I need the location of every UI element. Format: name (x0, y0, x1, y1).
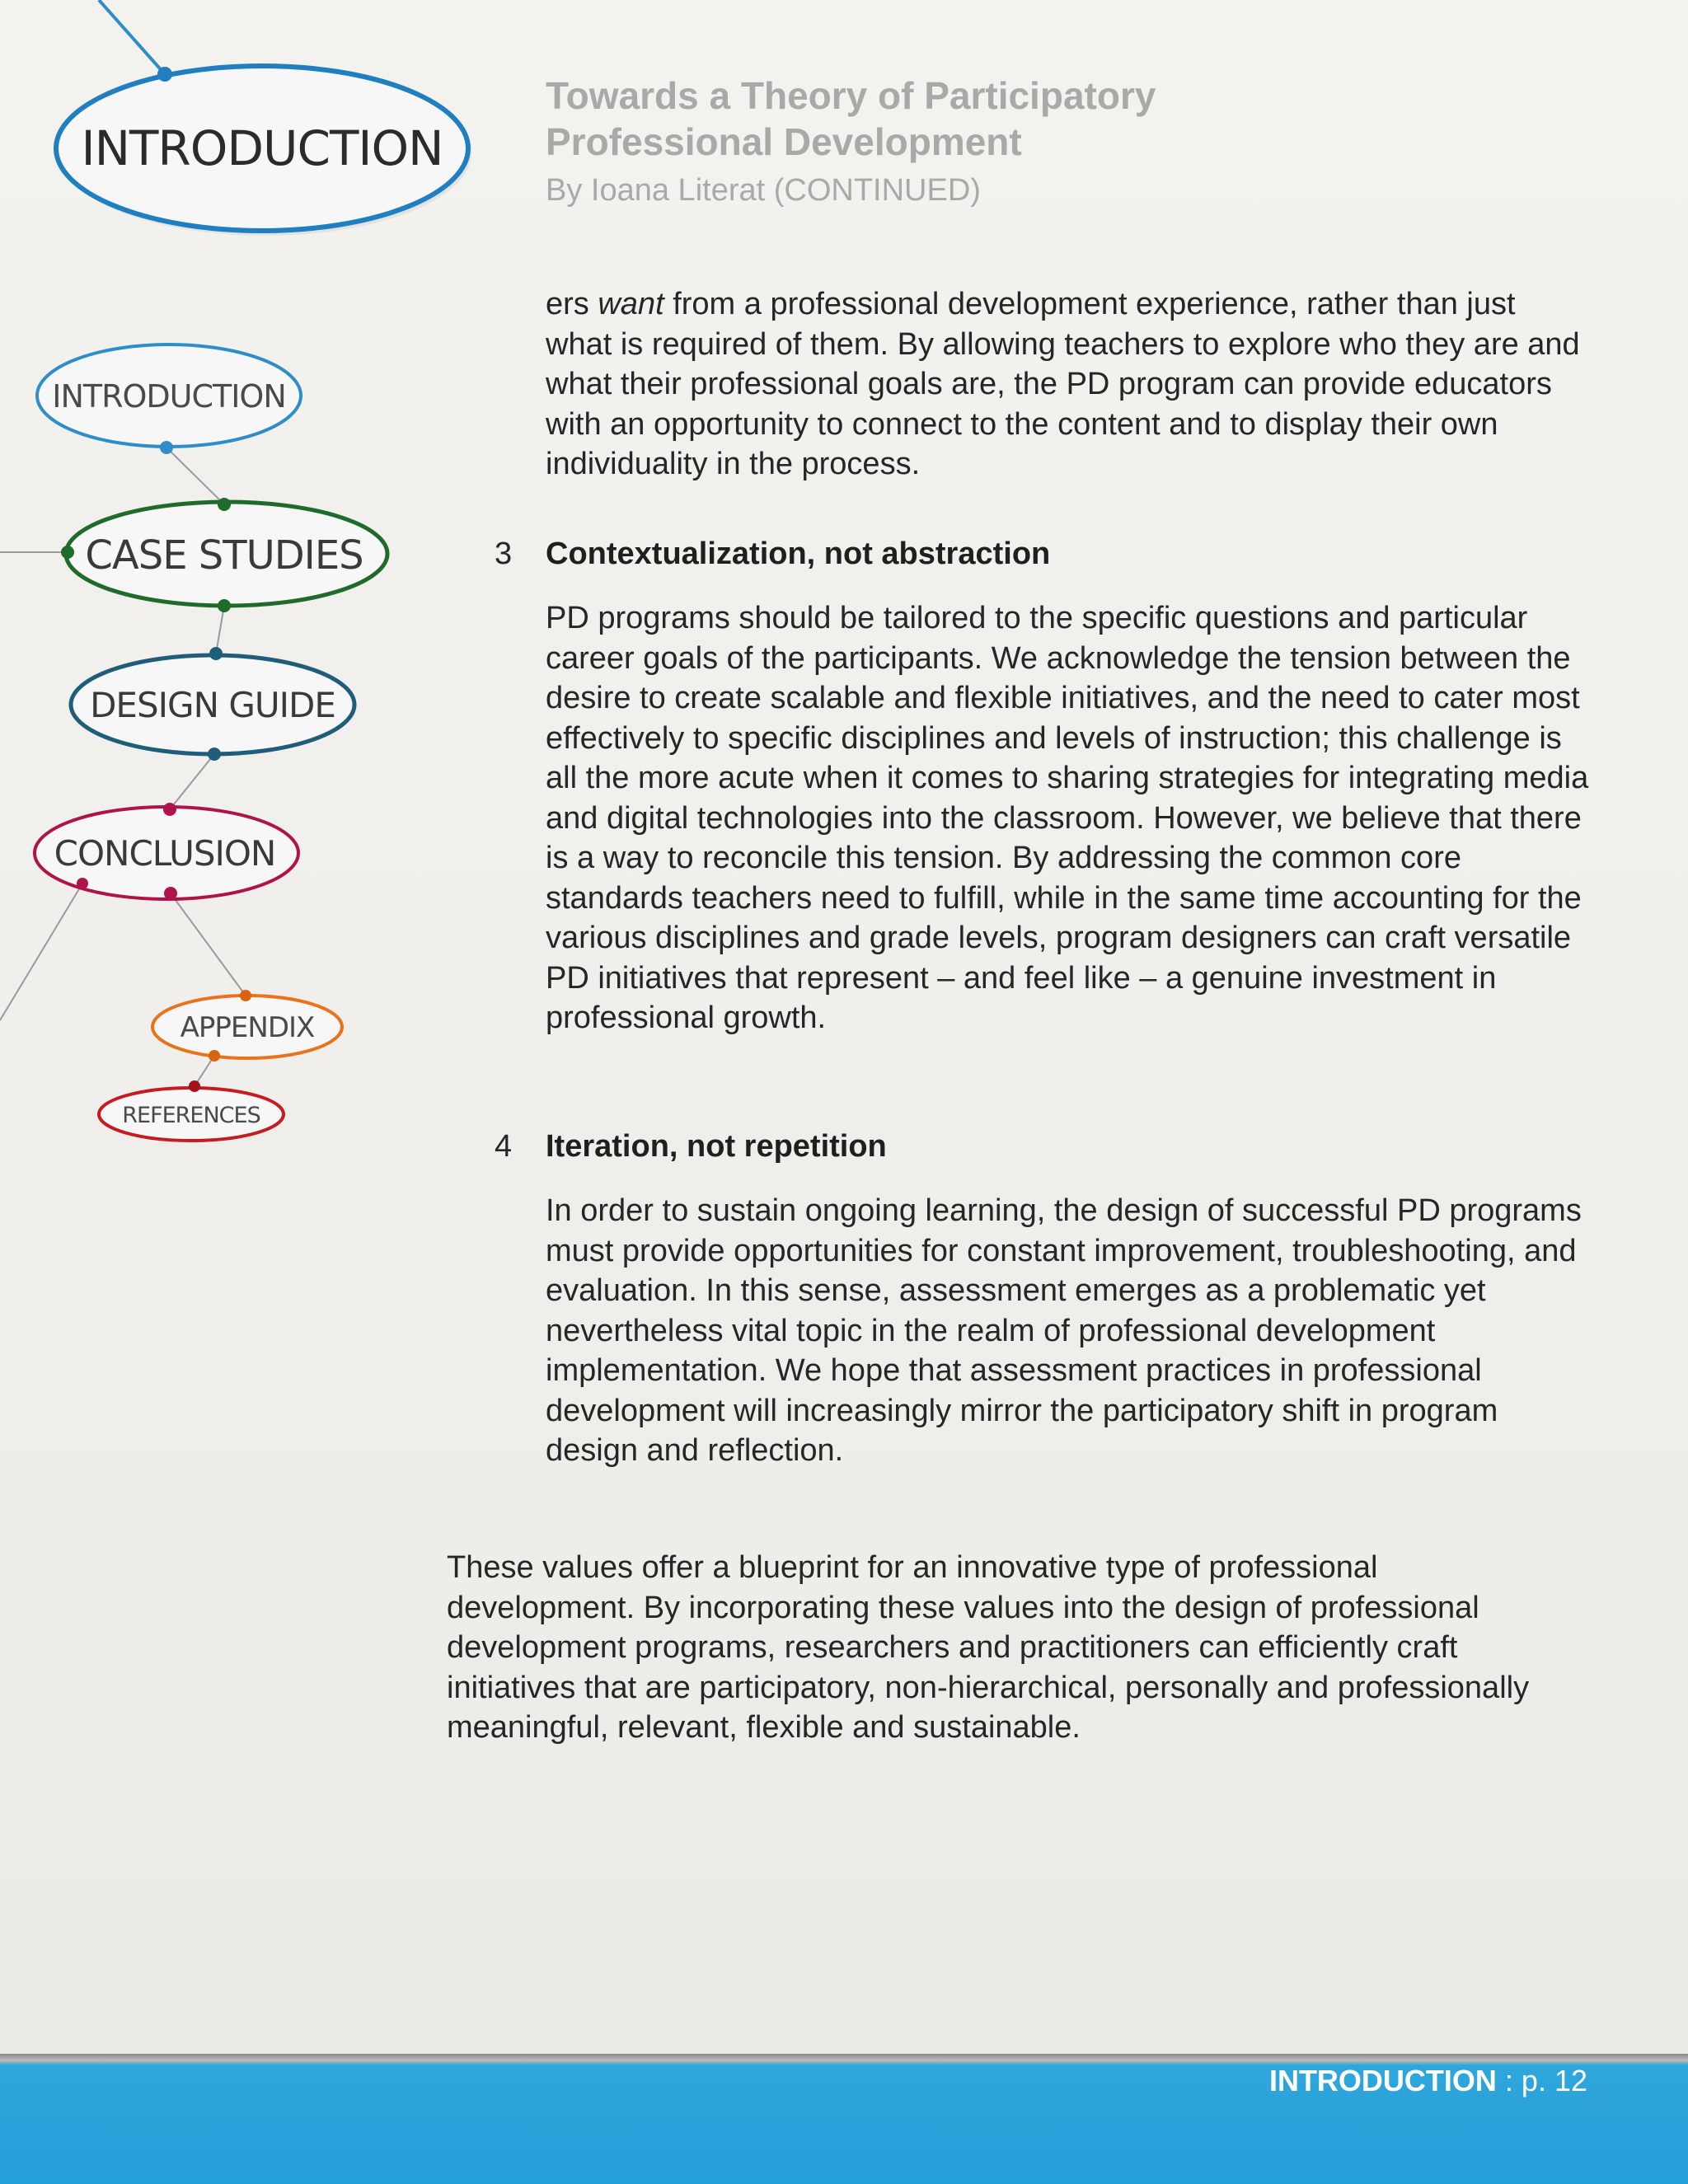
nav-label-references: REFERENCES (122, 1103, 260, 1128)
nav-item-conclusion[interactable] (35, 803, 298, 900)
node-dot (163, 803, 176, 816)
node-dot (61, 546, 74, 559)
page-footer (1269, 2064, 1587, 2098)
nav-item-introduction[interactable] (37, 344, 301, 454)
node-dot (218, 498, 231, 511)
nav-label-design-guide: DESIGN GUIDE (90, 685, 335, 725)
article-title-line-2: Professional Development (546, 120, 1022, 163)
intro-paragraph (546, 284, 1584, 485)
nav-label-introduction: INTRODUCTION (52, 378, 286, 415)
node-dot (208, 748, 221, 761)
article-title (546, 73, 1452, 165)
node-dot (157, 67, 172, 82)
section-heading: Iteration, not repetition (546, 1129, 887, 1164)
article-byline: By Ioana Literat (CONTINUED) (546, 173, 981, 208)
node-dot (218, 599, 231, 612)
nav-label-conclusion: CONCLUSION (54, 833, 276, 874)
section-number: 3 (495, 537, 513, 571)
node-dot (160, 441, 173, 454)
section-number: 4 (495, 1129, 513, 1164)
closing-paragraph: These values offer a blueprint for an innovative type of professional development. By incorporating these values into the design of professional development programs, researchers and practitioners can efficiently craft initiatives that are participatory, non-hierarchical, personally and professionally meaningful, relevant, flexible and sustainable. (447, 1550, 1530, 1745)
node-dot (240, 990, 251, 1001)
node-dot (189, 1080, 200, 1092)
nav-label-appendix: APPENDIX (180, 1011, 315, 1044)
node-dot (209, 1050, 220, 1062)
node-dot (77, 878, 88, 889)
section-heading: Contextualization, not abstraction (546, 537, 1051, 571)
section-body: PD programs should be tailored to the specific questions and particular career goals of the participants. We acknowledge the tension between the desire to create scalable and flexible initiatives, and the need to cater most effectively to specific disciplines and levels of instruction; this challenge is all the more acute when it comes to sharing strategies for integrating media and digital technologies into the classroom. However, we believe that there is a way to reconcile this tension. By addressing the common core standards teachers need to fulfill, while in the same time accounting for the various disciplines and grade levels, program designers can craft versatile PD initiatives that represent – and feel like – a genuine investment in professional growth. (546, 601, 1589, 1035)
article-title-line-1: Towards a Theory of Participatory (546, 74, 1156, 117)
intro-emphasis: want (598, 287, 664, 321)
footer-section: INTRODUCTION (1268, 2064, 1497, 2097)
current-section-label: INTRODUCTION (81, 120, 443, 176)
nav-item-appendix[interactable] (152, 990, 342, 1062)
nav-label-case-studies: CASE STUDIES (85, 532, 363, 579)
node-dot (209, 647, 223, 660)
nav-item-case-studies[interactable] (61, 498, 387, 612)
nav-item-design-guide[interactable] (71, 647, 354, 761)
intro-text-start: ers (546, 287, 598, 321)
section-body: In order to sustain ongoing learning, the design of successful PD programs must provide opportunities for constant improvement, troubleshooting, and evaluation. In this sense, assessment emerges as a problematic yet nevertheless vital topic in the realm of professional development implementation. We hope that assessment practices in professional development will increasingly mirror the participatory shift in program design and reflection. (546, 1193, 1582, 1468)
node-dot (164, 887, 177, 900)
nav-item-references[interactable] (99, 1080, 284, 1141)
footer-page-number: : p. 12 (1496, 2064, 1587, 2097)
section-navigation-map (0, 0, 511, 1170)
current-section-badge (56, 0, 471, 236)
intro-text-rest: from a professional development experience, rather than just what is required of them. By allowing teachers to explore who they are and what their professional goals are, the PD program can provide educators with an opportunity to connect to the content and to display their own individuality in the process. (546, 287, 1580, 481)
